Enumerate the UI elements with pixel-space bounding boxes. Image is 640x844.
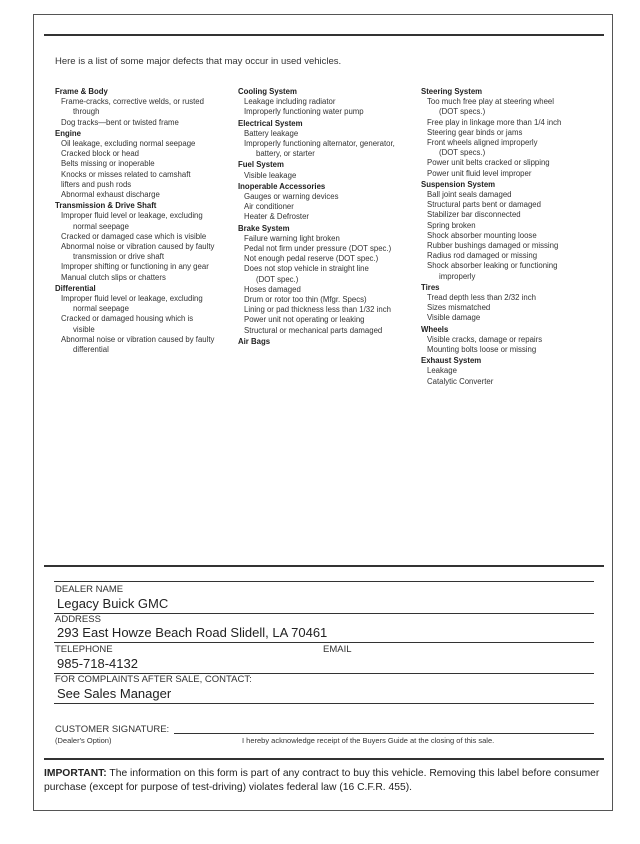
defect-item: Too much free play at steering wheel — [427, 97, 554, 107]
defect-category: Cooling System — [238, 87, 297, 96]
defect-item: Does not stop vehicle in straight line — [244, 264, 369, 274]
defect-item: (DOT spec.) — [256, 274, 299, 284]
defect-item: Failure warning light broken — [244, 233, 340, 243]
defect-item: Cracked block or head — [61, 149, 140, 159]
defect-item: Visible damage — [427, 313, 481, 323]
defect-item: Improper shifting or functioning in any gear — [61, 262, 209, 272]
defect-item: Power unit fluid level improper — [427, 168, 532, 178]
defect-item: Battery leakage — [244, 128, 299, 138]
defect-item: Ball joint seals damaged — [427, 190, 512, 200]
defect-item: battery, or starter — [256, 149, 315, 159]
defect-item: improperly — [439, 271, 476, 281]
defect-item: Shock absorber leaking or functioning — [427, 261, 558, 271]
defect-item: (DOT specs.) — [439, 107, 486, 117]
defect-item: Abnormal noise or vibration caused by faulty — [61, 334, 215, 344]
defect-item: Cracked or damaged case which is visible — [61, 231, 207, 241]
important-text: The information on this form is part of any contract to buy this vehicle. Removing this label before consumer purchase (except for purpose of test-driving) violates federal law (16 C.F.R. 455). — [44, 768, 600, 793]
defect-item: Frame-cracks, corrective welds, or rusted — [61, 97, 204, 107]
divider-line — [54, 703, 594, 704]
defect-category: Suspension System — [421, 179, 496, 189]
defect-item: Cracked or damaged housing which is — [61, 314, 194, 324]
defect-item: Pedal not firm under pressure (DOT spec.) — [244, 244, 392, 254]
defect-category: Differential — [55, 283, 96, 293]
defect-item: Abnormal exhaust discharge — [61, 190, 160, 200]
defects-column-2 — [238, 86, 418, 347]
defect-item: Power unit not operating or leaking — [244, 315, 365, 325]
divider-line — [54, 642, 594, 643]
defect-item: (DOT specs.) — [439, 148, 486, 158]
defect-item: Visible cracks, damage or repairs — [427, 334, 543, 344]
defect-item: Oil leakage, excluding normal seepage — [61, 139, 196, 149]
telephone-value: 985-718-4132 — [57, 656, 138, 671]
defects-column-1 — [55, 86, 235, 355]
defect-item: Dog tracks—bent or twisted frame — [61, 117, 179, 127]
dealer-name-value: Legacy Buick GMC — [57, 596, 169, 611]
address-value: 293 East Howze Beach Road Slidell, LA 70461 — [57, 625, 328, 640]
email-label: EMAIL — [323, 644, 352, 655]
divider-line — [54, 581, 594, 582]
defect-category: Wheels — [421, 324, 449, 334]
defect-item: Power unit belts cracked or slipping — [427, 158, 550, 168]
defect-item: Improper fluid level or leakage, excluding — [61, 294, 203, 304]
defect-item: Visible leakage — [244, 170, 297, 180]
divider-line — [54, 613, 594, 614]
intro-text: Here is a list of some major defects that may occur in used vehicles. — [55, 56, 342, 67]
defect-item: Improperly functioning alternator, generator, — [244, 139, 395, 149]
defect-item: Structural or mechanical parts damaged — [244, 325, 383, 335]
important-rule — [44, 758, 604, 760]
defect-item: Free play in linkage more than 1/4 inch — [427, 117, 562, 127]
defect-item: normal seepage — [73, 221, 129, 231]
defect-item: Heater & Defroster — [244, 212, 309, 222]
defect-item: Manual clutch slips or chatters — [61, 272, 166, 282]
dealer-option-note: (Dealer's Option) — [55, 736, 112, 745]
defect-item: Structural parts bent or damaged — [427, 200, 541, 210]
defect-item: Knocks or misses related to camshaft — [61, 169, 191, 179]
defect-category: Brake System — [238, 223, 290, 233]
defect-item: Spring broken — [427, 220, 476, 230]
defect-item: Radius rod damaged or missing — [427, 251, 538, 261]
defect-item: Air conditioner — [244, 202, 294, 212]
defect-item: Mounting bolts loose or missing — [427, 345, 537, 355]
customer-signature-label: CUSTOMER SIGNATURE: — [55, 724, 170, 735]
defect-category: Inoperable Accessories — [238, 181, 326, 191]
defect-item: lifters and push rods — [61, 179, 132, 189]
defect-category: Frame & Body — [55, 87, 108, 96]
defects-column-3 — [421, 86, 601, 387]
defect-item: Shock absorber mounting loose — [427, 230, 537, 240]
defect-item: differential — [73, 345, 109, 355]
defect-item: Catalytic Converter — [427, 376, 494, 386]
defect-item: Improperly functioning water pump — [244, 107, 364, 117]
defect-item: Stabilizer bar disconnected — [427, 210, 521, 220]
defect-item: Lining or pad thickness less than 1/32 inch — [244, 305, 391, 315]
defect-category: Air Bags — [238, 336, 271, 346]
complaints-value: See Sales Manager — [57, 686, 172, 701]
defect-item: Rubber bushings damaged or missing — [427, 241, 559, 251]
signature-line[interactable] — [174, 733, 594, 734]
defect-item: visible — [73, 324, 95, 334]
defect-item: Improper fluid level or leakage, excluding — [61, 211, 203, 221]
defect-category: Tires — [421, 282, 440, 292]
important-notice — [44, 767, 604, 795]
defect-item: Not enough pedal reserve (DOT spec.) — [244, 254, 379, 264]
address-label: ADDRESS — [55, 614, 101, 625]
defect-item: Belts missing or inoperable — [61, 159, 155, 169]
defect-item: through — [73, 107, 100, 117]
defect-category: Steering System — [421, 87, 483, 96]
defect-category: Engine — [55, 128, 81, 138]
defect-item: Tread depth less than 2/32 inch — [427, 293, 536, 303]
defect-item: Hoses damaged — [244, 284, 301, 294]
defect-category: Exhaust System — [421, 356, 482, 366]
acknowledge-text: I hereby acknowledge receipt of the Buyers Guide at the closing of this sale. — [242, 736, 495, 745]
defect-category: Fuel System — [238, 160, 284, 170]
defect-category: Transmission & Drive Shaft — [55, 201, 157, 211]
defect-item: Gauges or warning devices — [244, 192, 339, 202]
defect-item: Abnormal noise or vibration caused by faulty — [61, 242, 215, 252]
defect-item: Steering gear binds or jams — [427, 127, 523, 137]
defect-item: normal seepage — [73, 304, 129, 314]
defect-category: Electrical System — [238, 118, 303, 128]
complaints-label: FOR COMPLAINTS AFTER SALE, CONTACT: — [55, 674, 252, 685]
top-rule — [44, 34, 604, 36]
dealer-name-label: DEALER NAME — [55, 584, 124, 595]
defect-item: Leakage — [427, 366, 457, 376]
defect-item: Leakage including radiator — [244, 97, 336, 107]
important-label: IMPORTANT: — [44, 768, 107, 779]
dealer-section-rule — [44, 565, 604, 567]
defect-item: Drum or rotor too thin (Mfgr. Specs) — [244, 295, 367, 305]
telephone-label: TELEPHONE — [55, 644, 113, 655]
defect-item: Sizes mismatched — [427, 303, 491, 313]
defect-item: Front wheels aligned improperly — [427, 138, 538, 148]
defect-item: transmission or drive shaft — [73, 252, 164, 262]
